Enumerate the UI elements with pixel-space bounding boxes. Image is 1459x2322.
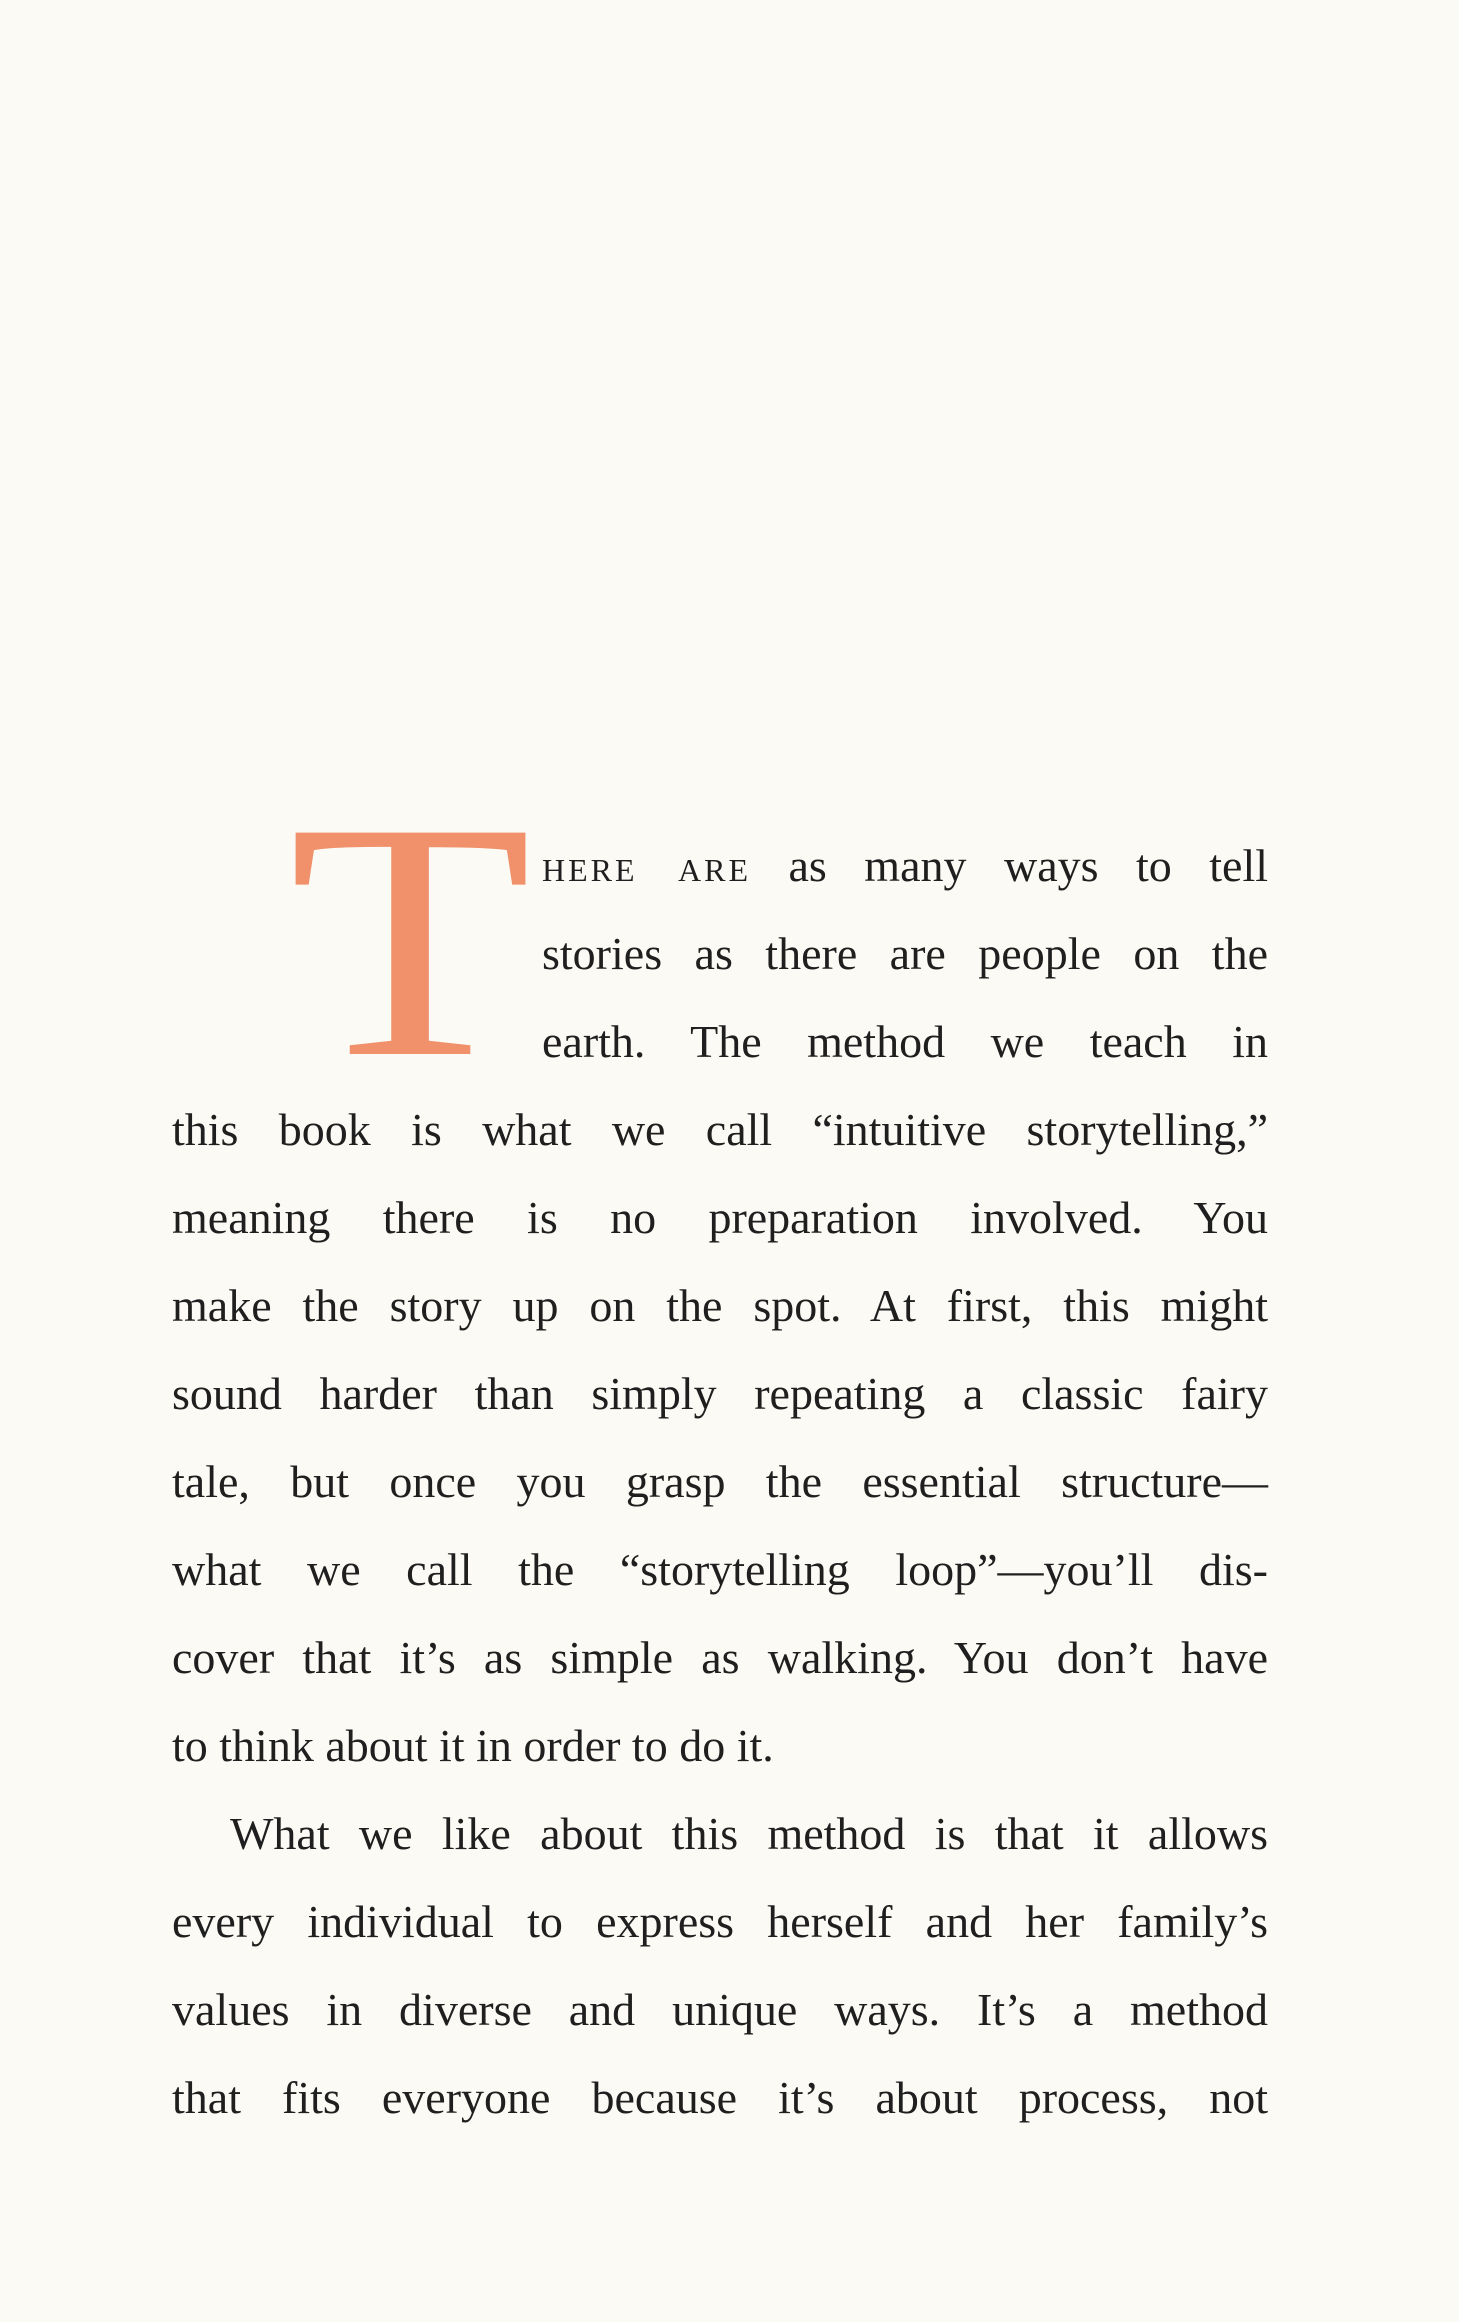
paragraph-2-line-3: values in diverse and unique ways. It’s a method [172, 1984, 1268, 2035]
paragraph-1-line-5: meaning there is no preparation involved. You [172, 1192, 1268, 1243]
paragraph-1-line-2: stories as there are people on the [542, 928, 1268, 979]
paragraph-1-line-9: what we call the “storytelling loop”—you’ll dis- [172, 1544, 1268, 1595]
paragraph-1-line-10: cover that it’s as simple as walking. You don’t have [172, 1632, 1268, 1683]
paragraph-1-line-11: to think about it in order to do it. [172, 1720, 774, 1771]
paragraph-1-line-3: earth. The method we teach in [542, 1016, 1268, 1067]
paragraph-2-line-2: every individual to express herself and her family’s [172, 1896, 1268, 1947]
paragraph-1-line-8: tale, but once you grasp the essential structure— [172, 1456, 1268, 1507]
drop-cap [288, 754, 532, 1128]
paragraph-2-line-4: that fits everyone because it’s about process, not [172, 2072, 1268, 2123]
paragraph-1-line-6: make the story up on the spot. At first, this might [172, 1280, 1268, 1331]
line-text: as many ways to tell [751, 840, 1269, 891]
paragraph-2-line-1: What we like about this method is that it allows [230, 1808, 1268, 1859]
paragraph-1-line-7: sound harder than simply repeating a classic fairy [172, 1368, 1268, 1419]
paragraph-1-line-4: this book is what we call “intuitive storytelling,” [172, 1104, 1268, 1155]
lead-small-caps: here are [542, 840, 752, 891]
paragraph-1-line-1 [542, 822, 1268, 910]
drop-cap-letter: T [288, 754, 532, 1128]
